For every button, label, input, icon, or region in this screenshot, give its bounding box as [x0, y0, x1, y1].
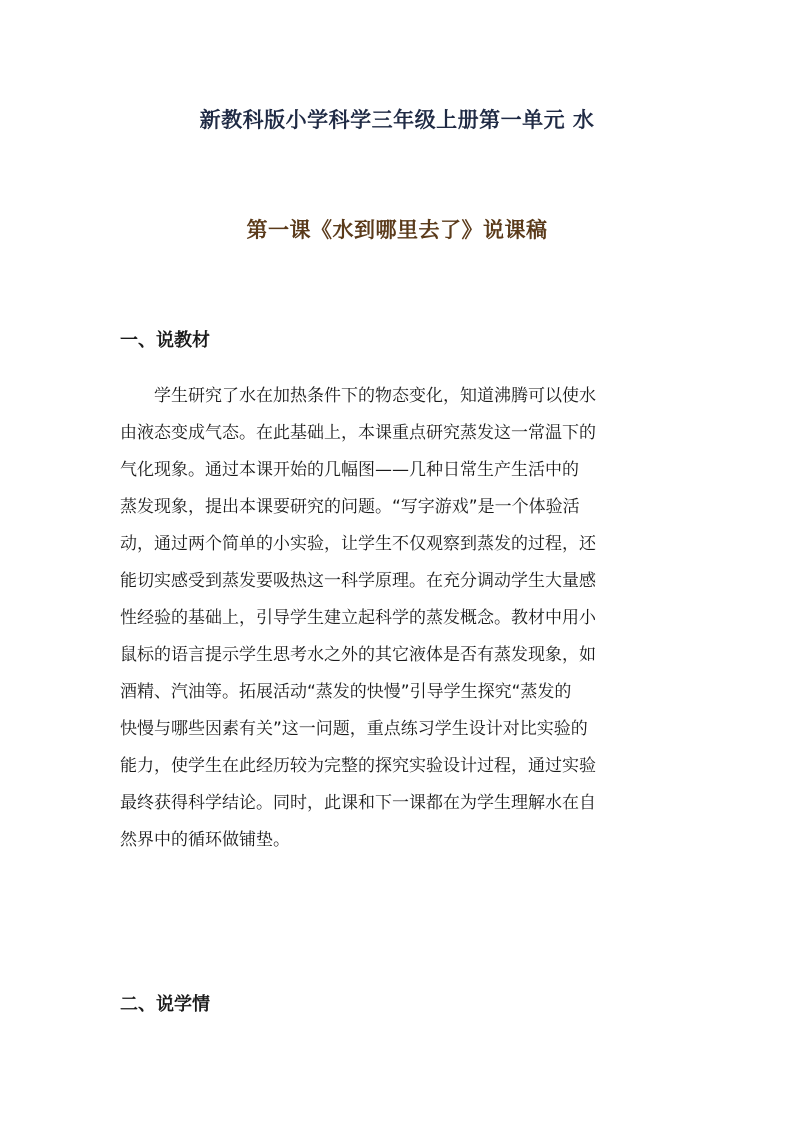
- section-heading-students: 二、说学情: [120, 994, 210, 1015]
- paragraph-line: 能切实感受到蒸发要吸热这一科学原理。在充分调动学生大量感: [120, 571, 596, 591]
- paragraph-line: 气化现象。通过本课开始的几幅图——几种日常生产生活中的: [120, 460, 579, 480]
- document-subtitle: 第一课《水到哪里去了》说课稿: [246, 218, 548, 242]
- paragraph-line: 蒸发现象，提出本课要研究的问题。“写字游戏”是一个体验活: [120, 497, 580, 517]
- paragraph-line: 由液态变成气态。在此基础上，本课重点研究蒸发这一常温下的: [120, 423, 596, 443]
- paragraph-line: 鼠标的语言提示学生思考水之外的其它液体是否有蒸发现象，如: [120, 645, 596, 665]
- paragraph-line: 能力，使学生在此经历较为完整的探究实验设计过程，通过实验: [120, 756, 596, 776]
- document-title: 新教科版小学科学三年级上册第一单元 水: [199, 108, 595, 132]
- section-body-textbook: [120, 378, 676, 859]
- paragraph-line: 酒精、汽油等。拓展活动“蒸发的快慢”引导学生探究“蒸发的: [120, 682, 572, 702]
- paragraph-line: 学生研究了水在加热条件下的物态变化，知道沸腾可以使水: [120, 386, 596, 406]
- paragraph-line: 动，通过两个简单的小实验，让学生不仅观察到蒸发的过程，还: [120, 534, 596, 554]
- paragraph-line: 性经验的基础上，引导学生建立起科学的蒸发概念。教材中用小: [120, 608, 596, 628]
- paragraph-line: 快慢与哪些因素有关”这一问题，重点练习学生设计对比实验的: [120, 719, 588, 739]
- paragraph-line: 然界中的循环做铺垫。: [120, 830, 290, 850]
- section-heading-textbook: 一、说教材: [120, 330, 210, 351]
- paragraph-line: 最终获得科学结论。同时，此课和下一课都在为学生理解水在自: [120, 793, 596, 813]
